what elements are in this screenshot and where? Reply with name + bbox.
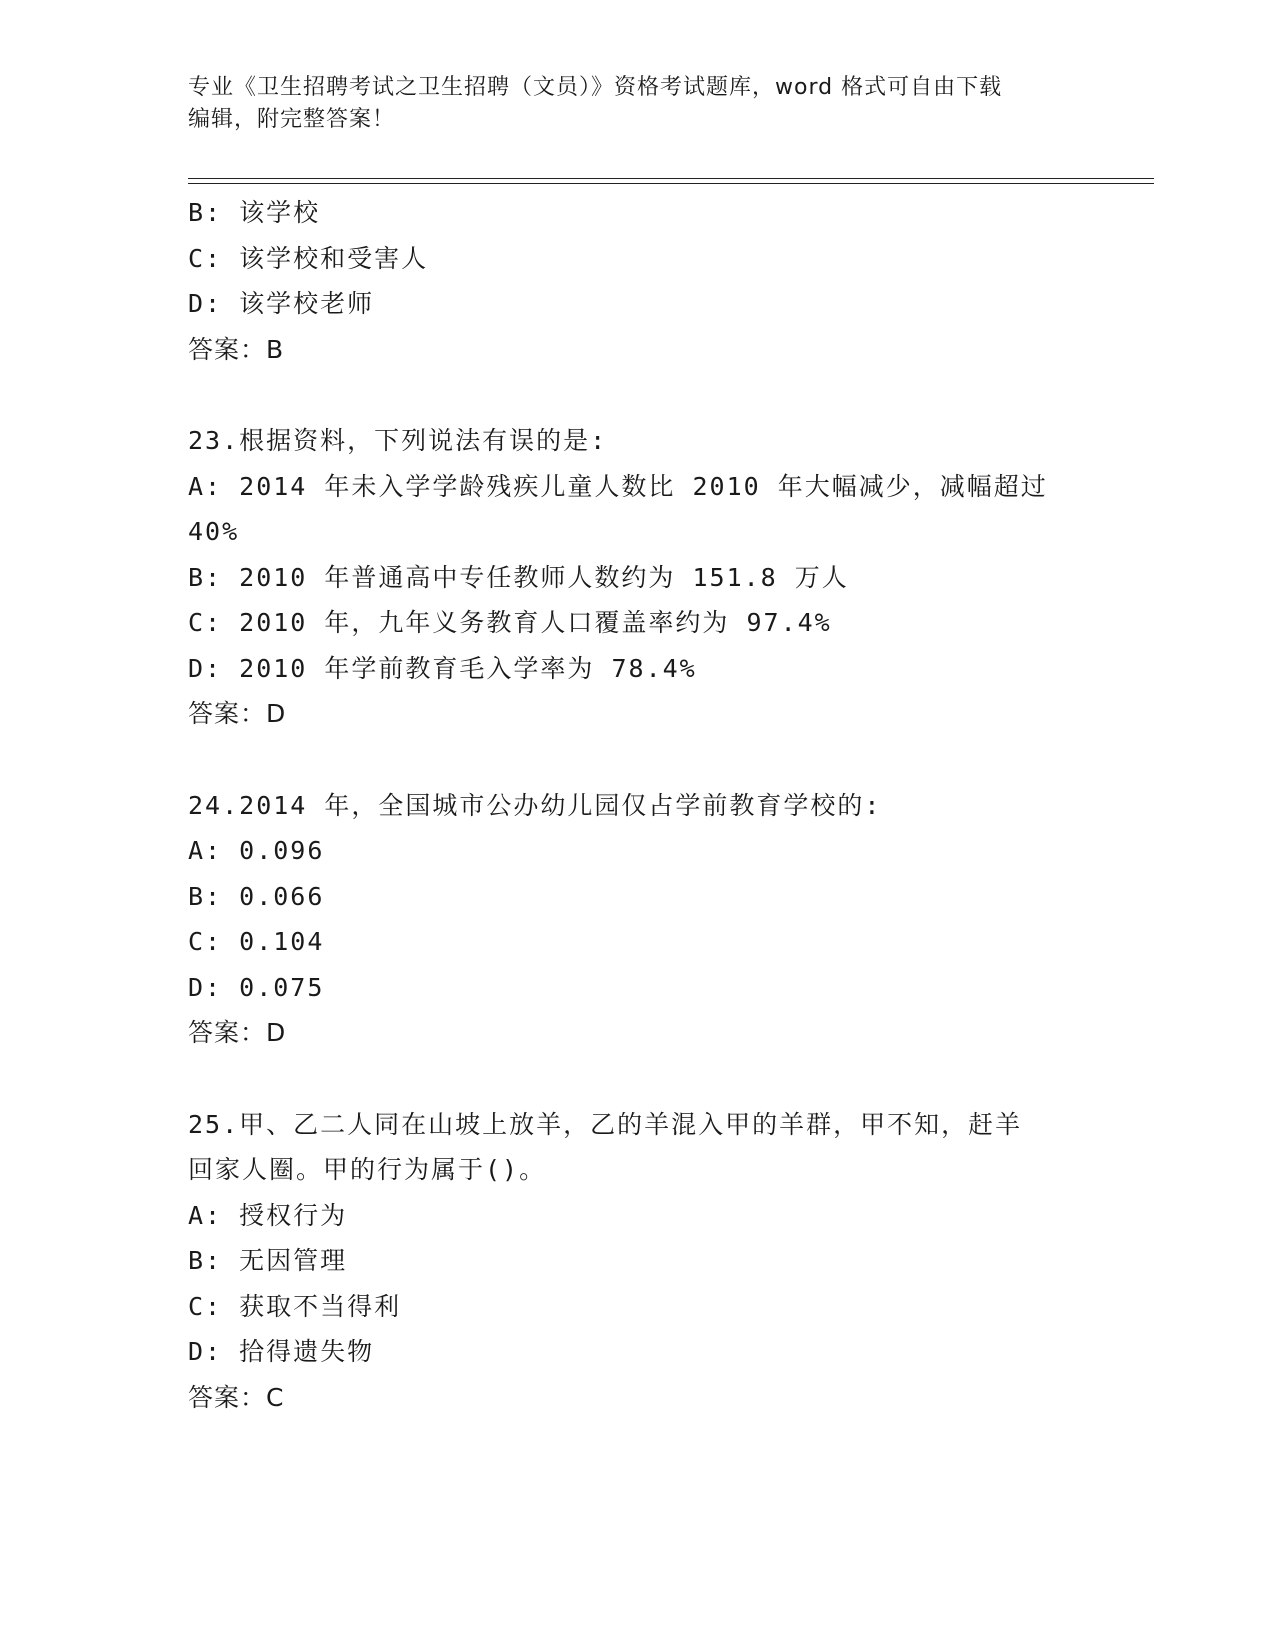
option-b: B: 无因管理	[188, 1246, 348, 1275]
option-a: A: 2014 年未入学学龄残疾儿童人数比 2010 年大幅减少，减幅超过	[188, 471, 1048, 501]
spacer	[188, 737, 1088, 783]
answer: 答案：C	[188, 1382, 285, 1412]
spacer	[188, 372, 1088, 418]
option-c: C: 获取不当得利	[188, 1291, 402, 1321]
question-23	[188, 418, 1088, 737]
option-d: D: 该学校老师	[188, 289, 375, 318]
header-divider-bottom	[188, 183, 1154, 184]
option-a: A: 授权行为	[188, 1200, 348, 1230]
option-a-continued: 40%	[188, 517, 240, 546]
spacer	[188, 1056, 1088, 1102]
question-stem: 24.2014 年，全国城市公办幼儿园仅占学前教育学校的:	[188, 790, 882, 820]
answer: 答案：D	[188, 1018, 287, 1047]
question-stem-continued: 回家人圈。甲的行为属于()。	[188, 1155, 547, 1184]
answer: 答案：D	[188, 699, 287, 728]
option-c: C: 该学校和受害人	[188, 243, 429, 273]
question-stem: 23.根据资料，下列说法有误的是:	[188, 426, 608, 455]
question-25	[188, 1102, 1088, 1421]
option-b: B: 该学校	[188, 198, 321, 227]
option-d: D: 拾得遗失物	[188, 1337, 375, 1366]
option-a: A: 0.096	[188, 836, 325, 865]
question-22-continued	[188, 190, 1088, 372]
question-stem: 25.甲、乙二人同在山坡上放羊，乙的羊混入甲的羊群，甲不知，赶羊	[188, 1109, 1023, 1139]
header-divider-top	[188, 178, 1154, 179]
question-24	[188, 783, 1088, 1056]
answer: 答案：B	[188, 334, 285, 364]
option-d: D: 2010 年学前教育毛入学率为 78.4%	[188, 653, 697, 683]
header-line-1: 专业《卫生招聘考试之卫生招聘（文员）》资格考试题库，word 格式可自由下载	[188, 75, 1003, 100]
document-header	[188, 72, 1088, 136]
option-d: D: 0.075	[188, 972, 325, 1002]
option-b: B: 0.066	[188, 881, 325, 911]
header-line-2: 编辑，附完整答案！	[188, 107, 396, 132]
option-b: B: 2010 年普通高中专任教师人数约为 151.8 万人	[188, 562, 849, 592]
option-c: C: 0.104	[188, 927, 325, 956]
option-c: C: 2010 年，九年义务教育人口覆盖率约为 97.4%	[188, 608, 832, 637]
document-body	[188, 190, 1088, 1420]
